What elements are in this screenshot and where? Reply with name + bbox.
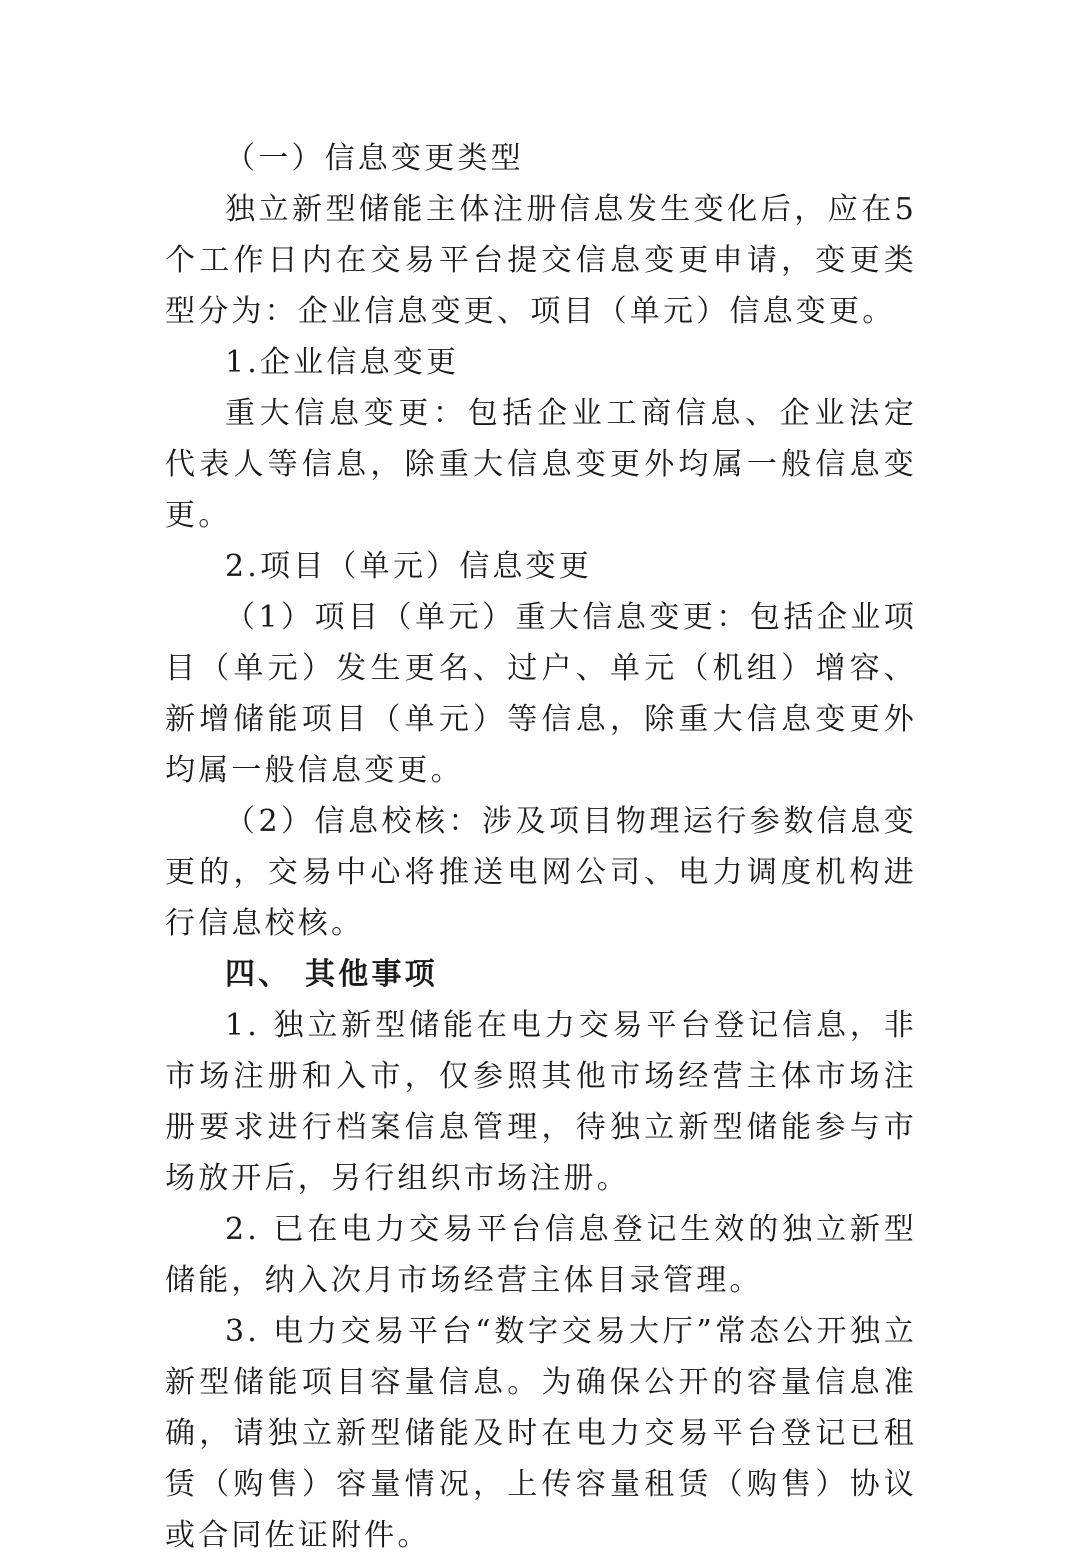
paragraph-other-item-1: 1. 独立新型储能在电力交易平台登记信息，非市场注册和入市，仅参照其他市场经营主体市场注册要求进行档案信息管理，待独立新型储能参与市场放开后，另行组织市场注册。 xyxy=(165,1008,917,1196)
paragraph-other-item-3: 3. 电力交易平台“数字交易大厅”常态公开独立新型储能项目容量信息。为确保公开的容量信息准确，请独立新型储能及时在电力交易平台登记已租赁（购售）容量情况，上传容量租赁（购售）协议或合同佐证附件。 xyxy=(165,1314,917,1553)
paragraph-change-application: 独立新型储能主体注册信息发生变化后，应在5个工作日内在交易平台提交信息变更申请，变更类型分为：企业信息变更、项目（单元）信息变更。 xyxy=(165,192,917,329)
paragraph-info-verification: （2）信息校核：涉及项目物理运行参数信息变更的，交易中心将推送电网公司、电力调度机构进行信息校核。 xyxy=(165,804,917,941)
subheading-enterprise-info-change: 1.企业信息变更 xyxy=(225,345,460,380)
paragraph-other-item-2: 2. 已在电力交易平台信息登记生效的独立新型储能，纳入次月市场经营主体目录管理。 xyxy=(165,1212,917,1298)
paragraph-project-major-change: （1）项目（单元）重大信息变更：包括企业项目（单元）发生更名、过户、单元（机组）增容、新增储能项目（单元）等信息，除重大信息变更外均属一般信息变更。 xyxy=(165,600,917,788)
paragraph-major-info-change: 重大信息变更：包括企业工商信息、企业法定代表人等信息，除重大信息变更外均属一般信息变更。 xyxy=(165,396,917,533)
section-heading-other-matters: 四、 其他事项 xyxy=(225,957,438,992)
section-heading-info-change-types: （一）信息变更类型 xyxy=(225,141,524,176)
document-page xyxy=(165,133,917,1561)
subheading-project-info-change: 2.项目（单元）信息变更 xyxy=(225,549,593,584)
